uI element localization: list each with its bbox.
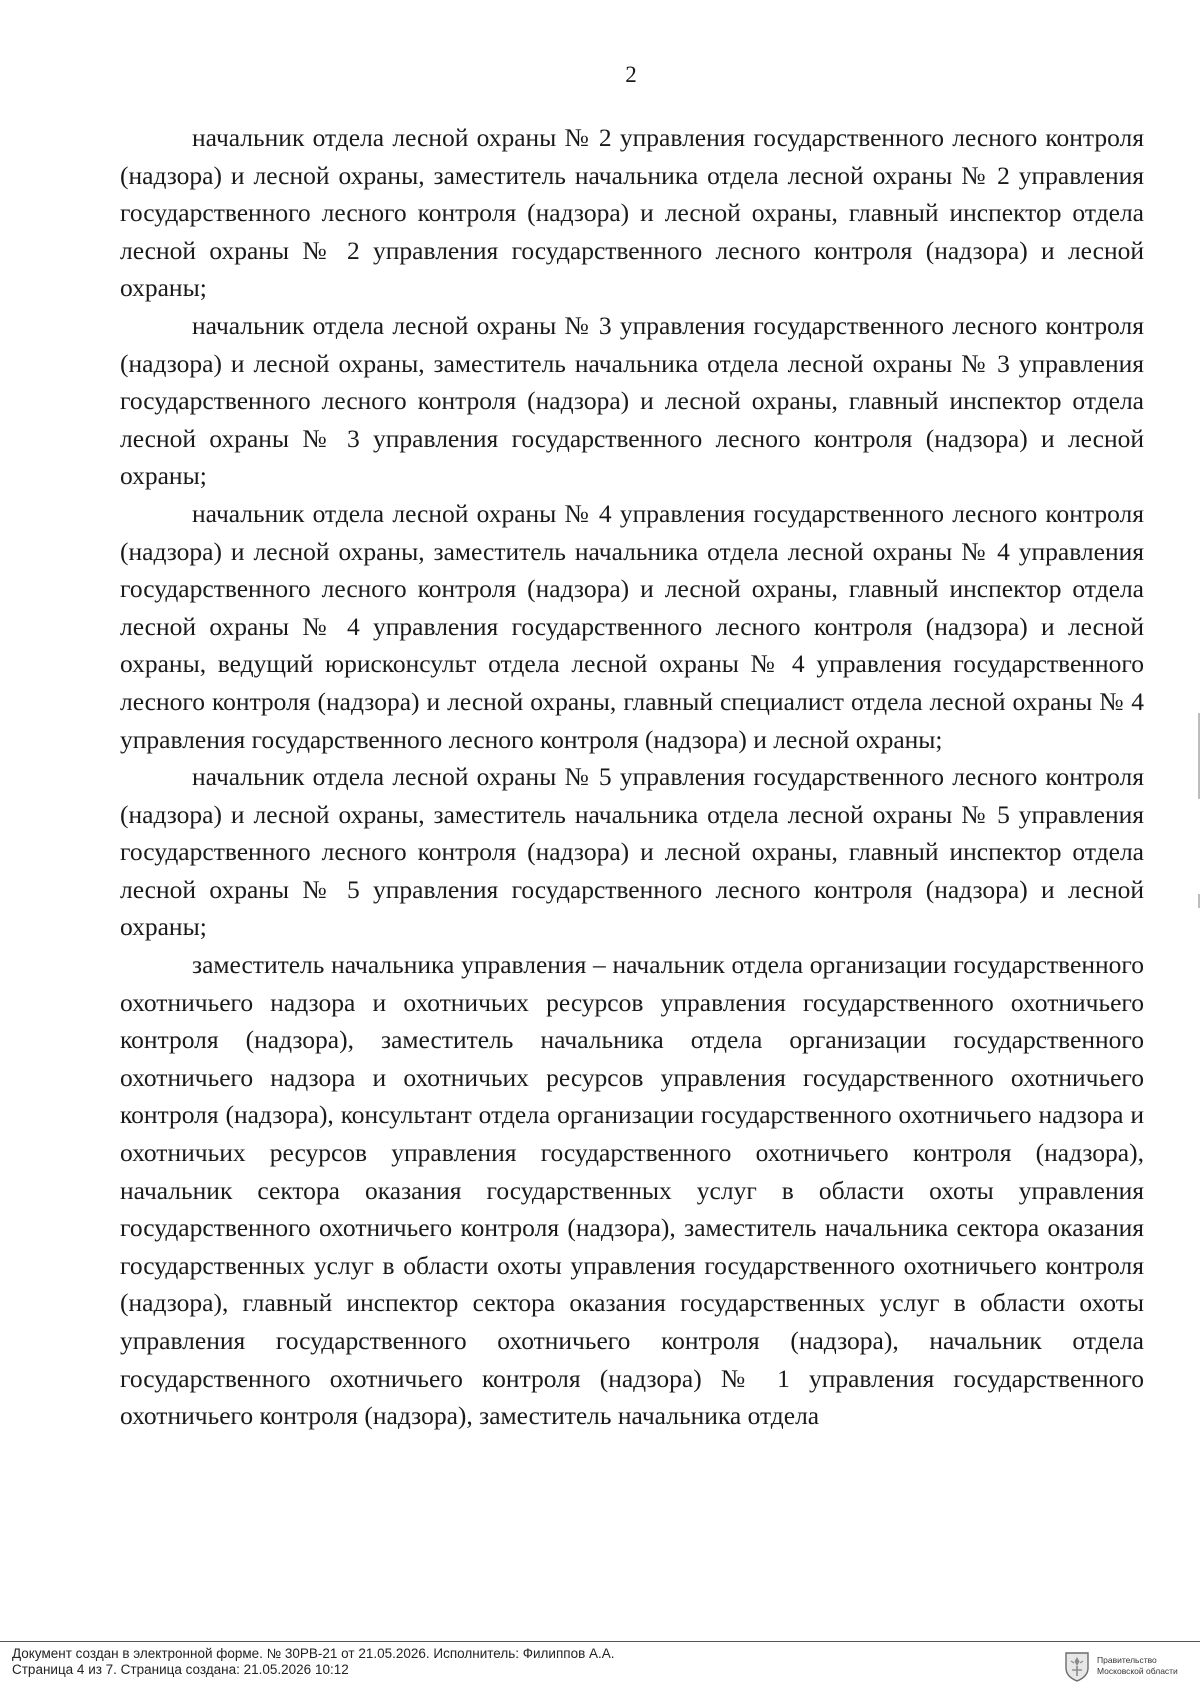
coat-of-arms-icon	[1062, 1649, 1092, 1683]
government-logo-caption	[1097, 1655, 1178, 1677]
paragraph-forest-dept-2: начальник отдела лесной охраны № 2 управления государственного лесного контроля (надзора) и лесной охраны, заместитель начальника отдела лесной охраны № 2 управления государственного лесного контроля (надзора) и лесной охраны, главный инспектор отдела лесной охраны № 2 управления государственного лесного контроля (надзора) и лесной охраны;	[120, 123, 1144, 303]
logo-caption-line1: Правительство	[1097, 1655, 1157, 1665]
document-body	[120, 119, 1144, 1435]
footer-divider	[0, 1641, 1200, 1642]
footer-metadata	[12, 1646, 615, 1678]
government-logo	[1062, 1644, 1196, 1688]
paragraph-forest-dept-4: начальник отдела лесной охраны № 4 управления государственного лесного контроля (надзора) и лесной охраны, заместитель начальника отдела лесной охраны № 4 управления государственного лесного контроля (надзора) и лесной охраны, главный инспектор отдела лесной охраны № 4 управления государственного лесного контроля (надзора) и лесной охраны, ведущий юрисконсульт отдела лесной охраны № 4 управления государственного лесного контроля (надзора) и лесной охраны, главный специалист отдела лесной охраны № 4 управления государственного лесного контроля (надзора) и лесной охраны;	[120, 498, 1144, 754]
paragraph-forest-dept-3: начальник отдела лесной охраны № 3 управления государственного лесного контроля (надзора) и лесной охраны, заместитель начальника отдела лесной охраны № 3 управления государственного лесного контроля (надзора) и лесной охраны, главный инспектор отдела лесной охраны № 3 управления государственного лесного контроля (надзора) и лесной охраны;	[120, 310, 1144, 491]
paragraph-forest-dept-5: начальник отдела лесной охраны № 5 управления государственного лесного контроля (надзора) и лесной охраны, заместитель начальника отдела лесной охраны № 5 управления государственного лесного контроля (надзора) и лесной охраны, главный инспектор отдела лесной охраны № 5 управления государственного лесного контроля (надзора) и лесной охраны;	[120, 762, 1144, 942]
logo-caption-line2: Московской области	[1097, 1666, 1178, 1676]
footer-page-info: Страница 4 из 7. Страница создана: 21.05.2026 10:12	[12, 1662, 349, 1677]
footer-document-info: Документ создан в электронной форме. № 30РВ-21 от 21.05.2026. Исполнитель: Филиппов А.А.	[12, 1646, 615, 1661]
page-number: 2	[625, 62, 637, 87]
paragraph-hunting-control: заместитель начальника управления – начальник отдела организации государственного охотничьего надзора и охотничьих ресурсов управления государственного охотничьего контроля (надзора), заместитель начальника отдела организации государственного охотничьего надзора и охотничьих ресурсов управления государственного охотничьего контроля (надзора), консультант отдела организации государственного охотничьего надзора и охотничьих ресурсов управления государственного охотничьего контроля (надзора), начальник сектора оказания государственных услуг в области охоты управления государственного охотничьего контроля (надзора), заместитель начальника сектора оказания государственных услуг в области охоты управления государственного охотничьего контроля (надзора), главный инспектор сектора оказания государственных услуг в области охоты управления государственного охотничьего контроля (надзора), начальник отдела государственного охотничьего контроля (надзора) № 1 управления государственного охотничьего контроля (надзора), заместитель начальника отдела	[120, 950, 1144, 1431]
